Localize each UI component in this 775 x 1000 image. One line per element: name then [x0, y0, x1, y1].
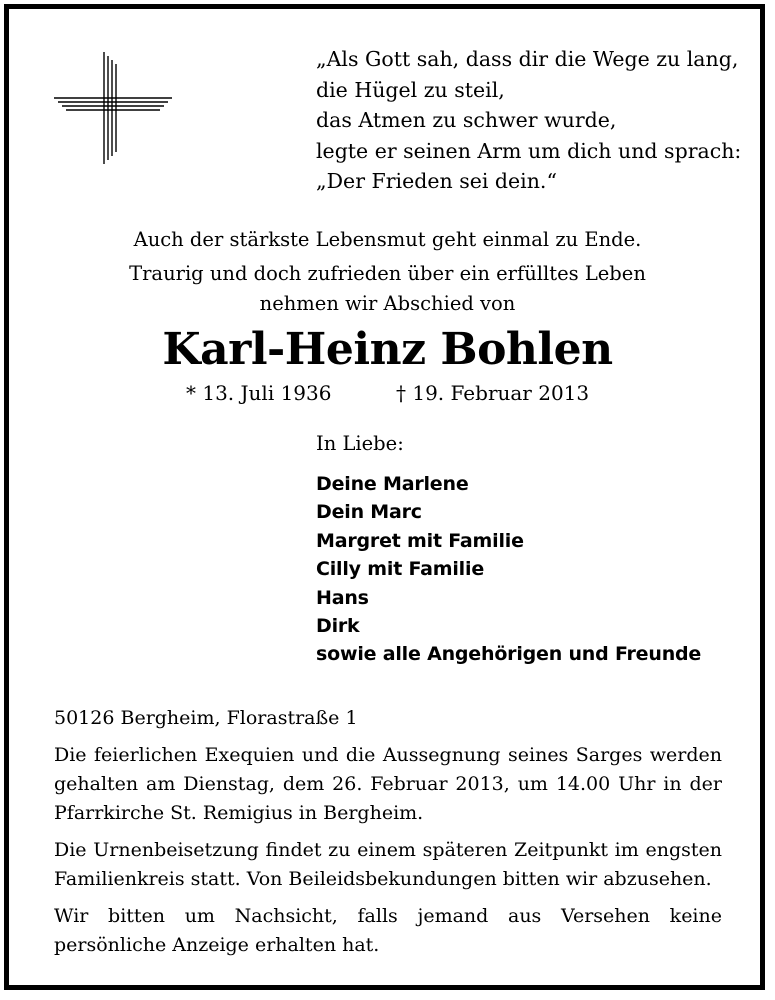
deceased-name: Karl-Heinz Bohlen	[162, 324, 613, 375]
mourner-name: sowie alle Angehörigen und Freunde	[316, 643, 702, 666]
intro-line: Traurig und doch zufrieden über ein erfülltes Leben	[129, 262, 646, 285]
urn-paragraph: Die Urnenbeisetzung findet zu einem späteren Zeitpunkt im engsten Familienkreis statt. Von Beileidsbekundungen bitten wir abzusehen.	[54, 839, 722, 890]
poem-line: „Als Gott sah, dass dir die Wege zu lang,	[316, 47, 739, 71]
funeral-paragraph: Die feierlichen Exequien und die Aussegnung seines Sarges werden gehalten am Dienstag, dem 26. Februar 2013, um 14.00 Uhr in der Pfarrkirche St. Remigius in Bergheim.	[54, 744, 722, 824]
funeral-details	[54, 704, 722, 968]
poem-line: legte er seinen Arm um dich und sprach:	[316, 138, 742, 163]
cross-icon	[54, 52, 172, 164]
intro-text	[0, 225, 775, 319]
mourner-name: Deine Marlene	[316, 473, 469, 495]
notice-paragraph: Wir bitten um Nachsicht, falls jemand aus Versehen keine persönliche Anzeige erhalten hat.	[54, 905, 722, 956]
intro-line: nehmen wir Abschied von	[259, 292, 516, 315]
mourner-name: Dirk	[316, 615, 360, 638]
poem-line: „Der Frieden sei dein.“	[316, 169, 557, 193]
mourner-name: Margret mit Familie	[316, 529, 524, 552]
mourners-list	[316, 430, 736, 669]
birth-date: * 13. Juli 1936	[186, 381, 332, 405]
death-date: † 19. Februar 2013	[396, 381, 590, 405]
poem-line: die Hügel zu steil,	[316, 77, 505, 102]
poem	[316, 44, 742, 197]
address: 50126 Bergheim, Florastraße 1	[54, 707, 358, 729]
mourner-name: Hans	[316, 586, 369, 609]
mourner-name: Cilly mit Familie	[316, 558, 484, 581]
mourners-lead: In Liebe:	[316, 432, 404, 455]
poem-line: das Atmen zu schwer wurde,	[316, 108, 617, 132]
intro-line: Auch der stärkste Lebensmut geht einmal zu Ende.	[133, 228, 642, 251]
mourner-name: Dein Marc	[316, 501, 422, 524]
